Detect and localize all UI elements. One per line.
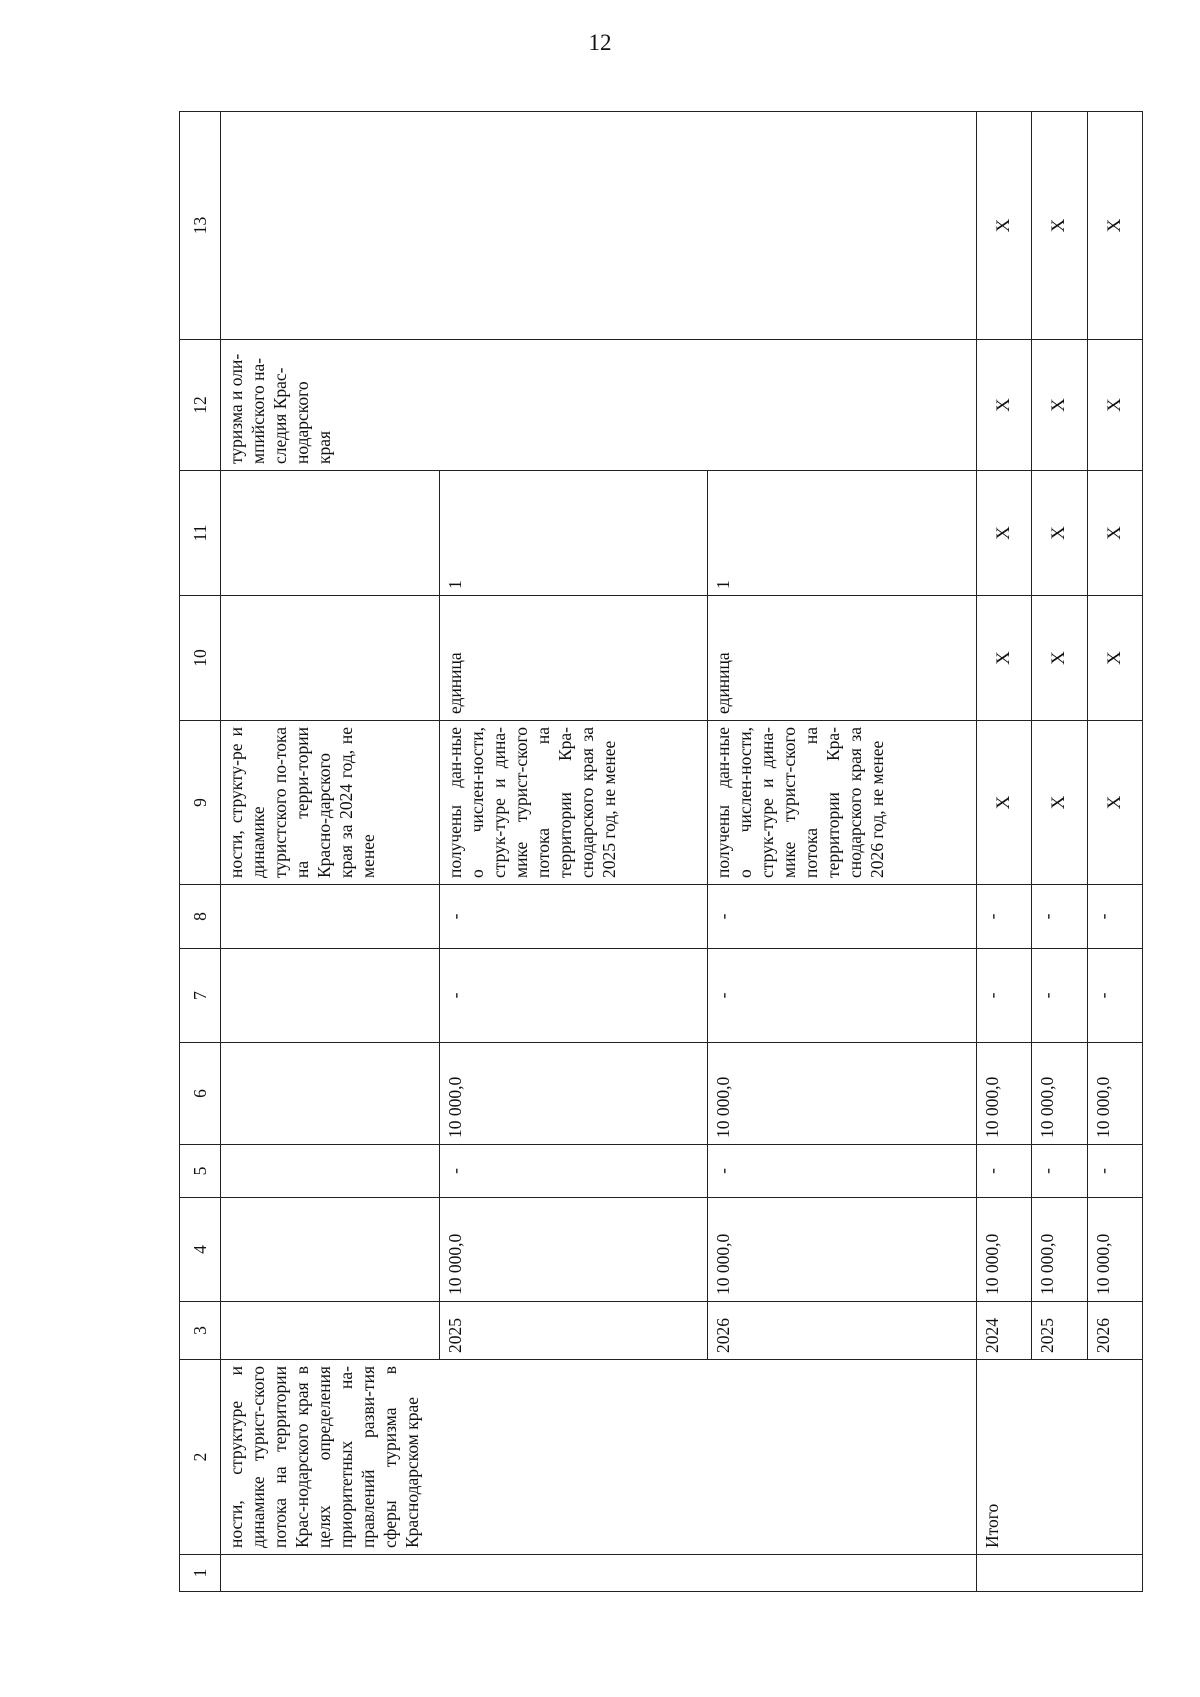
col-header-8: 8 (180, 885, 221, 949)
extra-budget-cell: - (976, 885, 1031, 949)
regional-budget-cell: 10 000,0 (439, 1043, 708, 1145)
col-header-6: 6 (180, 1043, 221, 1145)
year-cell: 2026 (708, 1302, 977, 1360)
regional-budget-cell (221, 1043, 440, 1145)
total-amount-cell: 10 000,0 (1032, 1198, 1087, 1302)
local-budget-cell: - (1087, 949, 1142, 1043)
federal-budget-cell (221, 1145, 440, 1198)
responsible-x-cell: X (1087, 340, 1142, 471)
unit-x-cell: X (1087, 596, 1142, 721)
local-budget-cell: - (1032, 949, 1087, 1043)
result-description-cell: ности, структу-ре и динамике туристского по-тока на терри-тории Красно-дарского края за 2024 год, не менее (221, 721, 440, 885)
year-cell: 2024 (976, 1302, 1031, 1360)
event-description-cell: ности, структуре и динамике турист-ского потока на территории Крас-нодарского края в целях определения приоритетных на-правлений разви-тия сферы туризма в Краснодарском крае (221, 1360, 977, 1555)
federal-budget-cell: - (976, 1145, 1031, 1198)
header-row (180, 112, 221, 1592)
responsible-x-cell: X (976, 340, 1031, 471)
value-x-cell: X (1087, 471, 1142, 596)
value-x-cell: X (976, 471, 1031, 596)
federal-budget-cell: - (1032, 1145, 1087, 1198)
col-header-4: 4 (180, 1198, 221, 1302)
total-amount-cell: 10 000,0 (1087, 1198, 1142, 1302)
executor-x-cell: X (1032, 112, 1087, 340)
result-x-cell: X (976, 721, 1031, 885)
col-header-1: 1 (180, 1555, 221, 1592)
total-label-cell: Итого (976, 1360, 1142, 1555)
year-cell (221, 1302, 440, 1360)
regional-budget-cell: 10 000,0 (1032, 1043, 1087, 1145)
extra-budget-cell: - (708, 885, 977, 949)
executor-x-cell: X (1087, 112, 1142, 340)
unit-cell: единица (708, 596, 977, 721)
extra-budget-cell: - (439, 885, 708, 949)
col-header-13: 13 (180, 112, 221, 340)
result-x-cell: X (1032, 721, 1087, 885)
page-number: 12 (588, 30, 612, 55)
extra-budget-cell: - (1032, 885, 1087, 949)
value-x-cell: X (1032, 471, 1087, 596)
year-cell: 2025 (1032, 1302, 1087, 1360)
responsible-cell: туризма и оли-мпийского на-следия Крас-нодарского края (221, 340, 977, 471)
federal-budget-cell: - (1087, 1145, 1142, 1198)
total-amount-cell: 10 000,0 (708, 1198, 977, 1302)
local-budget-cell: - (976, 949, 1031, 1043)
local-budget-cell: - (708, 949, 977, 1043)
extra-budget-cell (221, 885, 440, 949)
federal-budget-cell: - (708, 1145, 977, 1198)
executor-x-cell: X (976, 112, 1031, 340)
executor-cell (221, 112, 977, 340)
federal-budget-cell: - (439, 1145, 708, 1198)
total-amount-cell (221, 1198, 440, 1302)
value-cell: 1 (439, 471, 708, 596)
total-amount-cell: 10 000,0 (976, 1198, 1031, 1302)
result-description-cell: получены дан-ные о числен-ности, струк-туре и дина-мике турист-ского потока на территории Кра-снодарского края за 2026 год, не менее (708, 721, 977, 885)
program-table (179, 111, 1143, 1592)
col-header-3: 3 (180, 1302, 221, 1360)
unit-cell: единица (439, 596, 708, 721)
value-cell (221, 471, 440, 596)
col-header-7: 7 (180, 949, 221, 1043)
unit-x-cell: X (976, 596, 1031, 721)
value-cell: 1 (708, 471, 977, 596)
regional-budget-cell: 10 000,0 (1087, 1043, 1142, 1145)
regional-budget-cell: 10 000,0 (708, 1043, 977, 1145)
extra-budget-cell: - (1087, 885, 1142, 949)
col-header-2: 2 (180, 1360, 221, 1555)
col-header-11: 11 (180, 471, 221, 596)
rotated-table-container (179, 112, 1143, 1592)
result-description-cell: получены дан-ные о числен-ности, струк-туре и дина-мике турист-ского потока на территории Кра-снодарского края за 2025 год, не менее (439, 721, 708, 885)
regional-budget-cell: 10 000,0 (976, 1043, 1031, 1145)
unit-x-cell: X (1032, 596, 1087, 721)
local-budget-cell (221, 949, 440, 1043)
responsible-x-cell: X (1032, 340, 1087, 471)
col-header-10: 10 (180, 596, 221, 721)
col-header-12: 12 (180, 340, 221, 471)
year-cell: 2026 (1087, 1302, 1142, 1360)
local-budget-cell: - (439, 949, 708, 1043)
row-number-cell (221, 1555, 977, 1592)
result-x-cell: X (1087, 721, 1142, 885)
col-header-5: 5 (180, 1145, 221, 1198)
total-amount-cell: 10 000,0 (439, 1198, 708, 1302)
total-row (976, 112, 1031, 1592)
year-cell: 2025 (439, 1302, 708, 1360)
table-row (221, 112, 440, 1592)
unit-cell (221, 596, 440, 721)
row-number-cell (976, 1555, 1142, 1592)
col-header-9: 9 (180, 721, 221, 885)
